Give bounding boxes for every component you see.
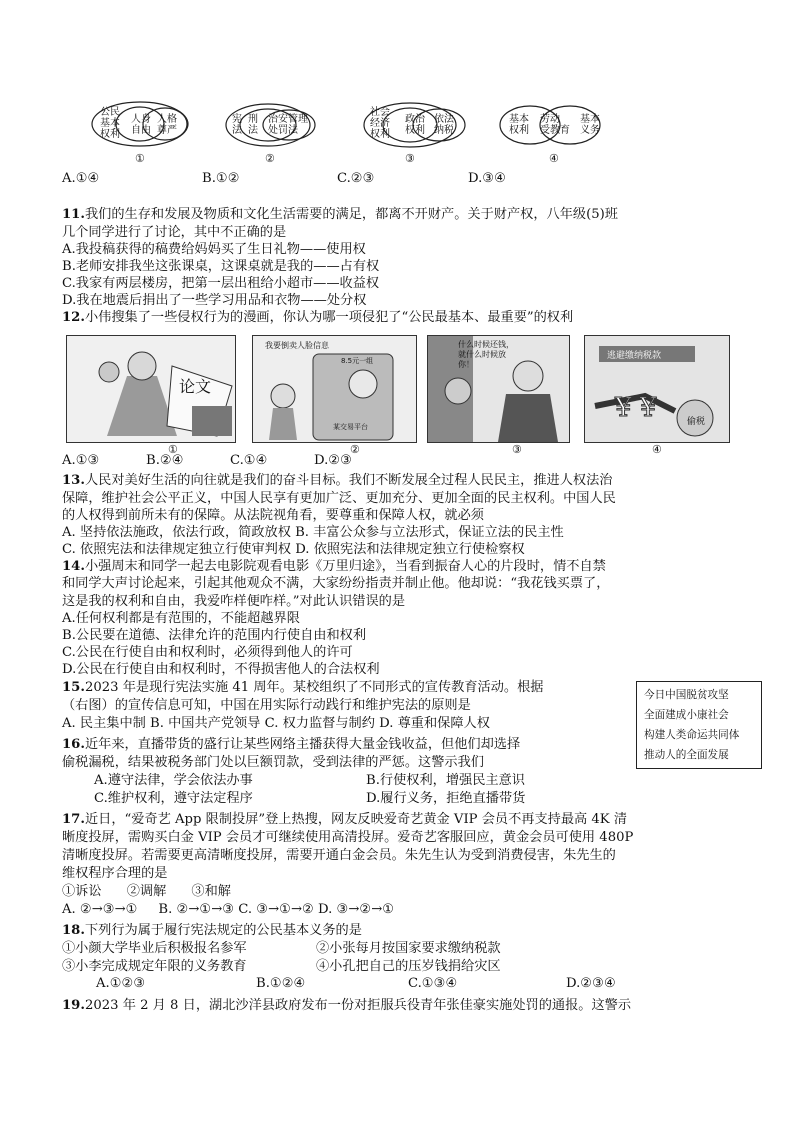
q19-stem-line1: 19.2023 年 2 月 8 日，湖北沙洋县政府发布一份对拒服兵役青年张佳豪实施处罚的通报。这警示	[62, 998, 632, 1013]
q18-item-1: ①小颜大学毕业后积极报名参军	[62, 941, 247, 956]
q18-stem: 18.下列行为属于履行宪法规定的公民基本义务的是	[62, 923, 362, 938]
q18-item-4: ④小孔把自己的压岁钱捐给灾区	[316, 959, 501, 974]
venn3-right-label: 依法 纳税	[434, 114, 454, 136]
q15-info-box	[636, 681, 762, 769]
venn2-left-label: 宪 法	[232, 114, 242, 136]
q18-option-c[interactable]: C.①③④	[408, 976, 458, 991]
q12-option-b[interactable]: B.②④	[146, 453, 184, 468]
q14-stem-line1: 14.小强周末和同学一起去电影院观看电影《万里归途》，当看到振奋人心的片段时，情不自禁	[62, 559, 606, 574]
venn2-mid-label: 刑 法	[248, 114, 258, 136]
q15-options[interactable]: A. 民主集中制 B. 中国共产党领导 C. 权力监督与制约 D. 尊重和保障人权	[62, 716, 490, 731]
q17-stem-line1: 17.近日，“爱奇艺 App 限制投屏”登上热搜，网友反映爱奇艺黄金 VIP 会员不再支持最高 4K 清	[62, 812, 628, 827]
venn2-right-label: 治安管理 处罚法	[268, 114, 308, 136]
q18-item-2: ②小张每月按国家要求缴纳税款	[316, 941, 501, 956]
cartoon-3-number: ③	[512, 443, 522, 456]
cartoon-2-platform: 某交易平台	[333, 423, 368, 431]
q12-option-d[interactable]: D.②③	[314, 453, 352, 468]
q12-option-a[interactable]: A.①③	[62, 453, 100, 468]
q16-stem-line2: 偷税漏税，结果被税务部门处以巨额罚款，受到法律的严惩。这警示我们	[62, 755, 484, 770]
q16-option-c[interactable]: C.维护权利，遵守法定程序	[94, 791, 253, 806]
q10-option-b[interactable]: B.①②	[202, 171, 240, 186]
q17-stem-line2: 晰度投屏，需购买白金 VIP 会员才可继续使用高清投屏。爱奇艺客服回应，黄金会员可使用 480P	[62, 830, 634, 845]
q14-stem-line2: 和同学大声讨论起来，引起其他观众不满，大家纷纷指责并制止他。他却说：“我花钱买票了，	[62, 576, 610, 591]
q15-stem-line2: （右图）的宣传信息可知，中国在用实际行动践行和维护宪法的原则是	[62, 698, 471, 713]
q15-stem-line1: 15.2023 年是现行宪法实施 41 周年。某校组织了不同形式的宣传教育活动。根据	[62, 680, 544, 695]
q17-stem-line4: 维权程序合理的是	[62, 866, 168, 881]
q13-stem-line3: 的人权得到前所未有的保障。从法院视角看，要尊重和保障人权，就必须	[62, 508, 484, 523]
venn3-left-label: 社会 经济 权利	[370, 107, 390, 140]
venn1-number: ①	[135, 152, 145, 165]
cartoon-4-bag-label: 偷税	[687, 417, 706, 427]
cartoon-1-text: 论文	[179, 377, 212, 396]
q15-box-line1: 今日中国脱贫攻坚	[644, 689, 729, 701]
q14-option-c[interactable]: C.公民在行使自由和权利时，必须得到他人的许可	[62, 645, 353, 660]
q13-stem-line1: 13.人民对美好生活的向往就是我们的奋斗目标。我们不断发展全过程人民民主，推进人权法治	[62, 473, 613, 488]
venn4-right-label: 基本 义务	[580, 114, 600, 136]
q11-option-c[interactable]: C.我家有两层楼房，把第一层出租给小超市——收益权	[62, 276, 380, 291]
q17-options[interactable]: A. ②→③→① B. ②→①→③ C. ③→①→② D. ③→②→①	[62, 902, 395, 917]
q14-option-d[interactable]: D.公民在行使自由和权利时，不得损害他人的合法权利	[62, 662, 380, 677]
cartoon-2-price: 8.5元一组	[341, 357, 374, 365]
venn4-number: ④	[549, 152, 559, 165]
q12-stem: 12.小伟搜集了一些侵权行为的漫画，你认为哪一项侵犯了“公民最基本、最重要”的权利	[62, 310, 574, 325]
cartoon-4-banner: 逃避缴纳税款	[607, 351, 662, 361]
q11-option-b[interactable]: B.老师安排我坐这张课桌，这课桌就是我的——占有权	[62, 259, 380, 274]
venn3-number: ③	[405, 152, 415, 165]
q14-stem-line3: 这是我的权利和自由，我爱咋样便咋样。”对此认识错误的是	[62, 594, 406, 609]
venn1-right-label: 人格 尊严	[157, 114, 177, 136]
q16-option-b[interactable]: B.行使权利，增强民主意识	[366, 773, 525, 788]
cartoon-2-image	[252, 335, 417, 443]
venn1-mid-label: 人身 自由	[131, 114, 151, 136]
q13-stem-line2: 保障，维护社会公平正义，中国人民享有更加广泛、更加充分、更加全面的民主权利。中国人民	[62, 491, 616, 506]
venn3-mid-label: 政治 权利	[405, 114, 425, 136]
q17-items: ①诉讼 ②调解 ③和解	[62, 884, 231, 899]
venn-diagrams-svg	[0, 0, 794, 170]
q18-item-3: ③小李完成规定年限的义务教育	[62, 959, 247, 974]
venn4-mid-label: 劳动 受教育	[540, 114, 570, 136]
cartoon-4-number: ④	[652, 443, 662, 456]
q10-option-a[interactable]: A.①④	[62, 171, 100, 186]
q14-option-b[interactable]: B.公民要在道德、法律允许的范围内行使自由和权利	[62, 628, 367, 643]
svg-text:¥ ¥: ¥ ¥	[615, 393, 657, 423]
cartoon-3-speech: 什么时候还钱，就什么时候放你！	[458, 340, 514, 369]
cartoon-2-caption: 我要倒卖人脸信息	[265, 341, 329, 350]
q16-option-d[interactable]: D.履行义务，拒绝直播带货	[366, 791, 526, 806]
cartoon-4-image	[584, 335, 730, 443]
q15-box-line2: 全面建成小康社会	[644, 709, 729, 721]
q18-option-d[interactable]: D.②③④	[566, 976, 616, 991]
q16-option-a[interactable]: A.遵守法律，学会依法办事	[94, 773, 253, 788]
q13-options-cd[interactable]: C. 依照宪法和法律规定独立行使审判权 D. 依照宪法和法律规定独立行使检察权	[62, 542, 525, 557]
cartoon-3-image	[427, 335, 570, 443]
q11-option-d[interactable]: D.我在地震后捐出了一些学习用品和衣物——处分权	[62, 293, 367, 308]
q17-stem-line3: 清晰度投屏。若需要更高清晰度投屏，需要开通白金会员。朱先生认为受到消费侵害，朱先生的	[62, 848, 616, 863]
q10-option-c[interactable]: C.②③	[337, 171, 375, 186]
q13-options-ab[interactable]: A. 坚持依法施政，依法行政，简政放权 B. 丰富公众参与立法形式，保证立法的民主性	[62, 525, 564, 540]
cartoon-2-number: ②	[350, 443, 360, 456]
q12-option-c[interactable]: C.①④	[230, 453, 268, 468]
cartoon-1-image	[66, 335, 236, 443]
q10-option-d[interactable]: D.③④	[468, 171, 506, 186]
q15-box-line3: 构建人类命运共同体	[644, 729, 740, 741]
q11-option-a[interactable]: A.我投稿获得的稿费给妈妈买了生日礼物——使用权	[62, 242, 366, 257]
venn-diagram-row	[0, 0, 794, 170]
q14-option-a[interactable]: A.任何权利都是有范围的，不能超越界限	[62, 611, 300, 626]
cartoon-1-number: ①	[168, 443, 178, 456]
q11-stem-line2: 几个同学进行了讨论，其中不正确的是	[62, 225, 287, 240]
venn2-number: ②	[265, 152, 275, 165]
q16-stem-line1: 16.近年来，直播带货的盛行让某些网络主播获得大量金钱收益，但他们却选择	[62, 737, 521, 752]
q11-stem-line1: 11.我们的生存和发展及物质和文化生活需要的满足，都离不开财产。关于财产权，八年级(5)班	[62, 207, 618, 222]
venn1-left-label: 公民 基本 权利	[100, 107, 120, 140]
q18-option-b[interactable]: B.①②④	[256, 976, 306, 991]
q15-box-line4: 推动人的全面发展	[644, 749, 729, 761]
q18-option-a[interactable]: A.①②③	[96, 976, 146, 991]
venn4-left-label: 基本 权利	[509, 114, 529, 136]
